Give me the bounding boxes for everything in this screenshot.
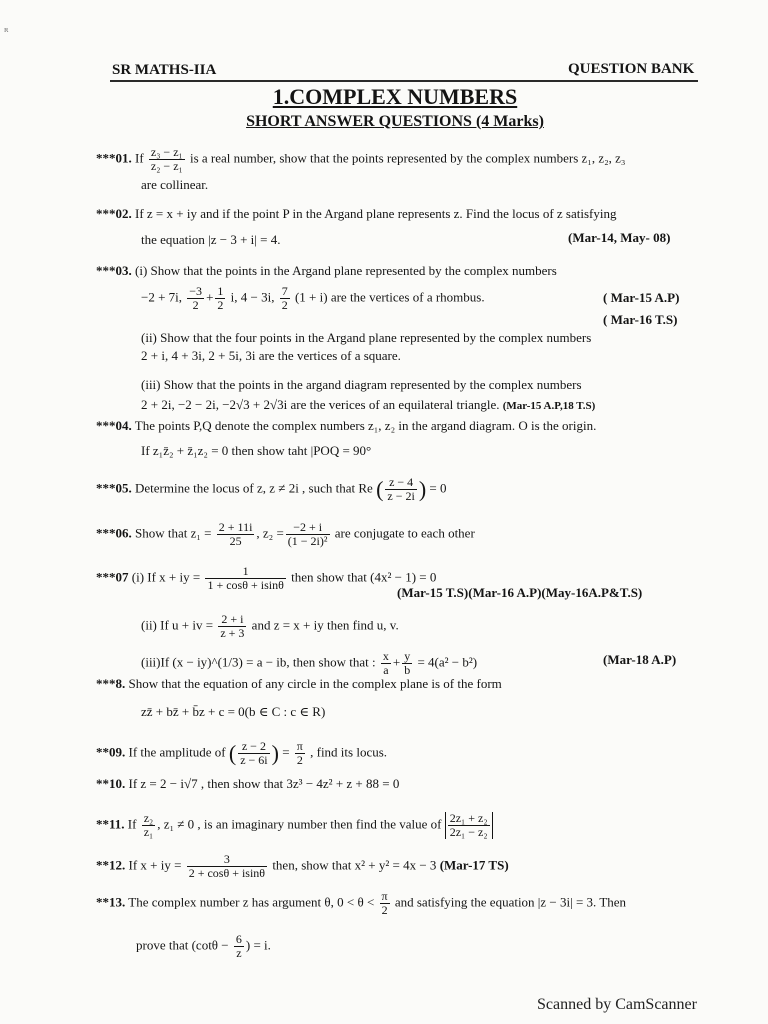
fraction [448,812,490,839]
question-text: (iii)If (x − iy)^(1/3) = a − ib, then show that : [141,654,376,670]
scanner-watermark: Scanned by CamScanner [537,996,697,1013]
question-text: then show that (4x² − 1) = 0 [291,569,437,585]
exam-reference-tag: (Mar-15 A.P,18 T.S) [502,400,596,412]
chapter-title: 1.COMPLEX NUMBERS [272,84,518,109]
question-03-part-ii: (ii) Show that the four points in the Argand plane represented by the complex numbers [141,330,592,345]
fraction-denominator: 1 + cosθ + isinθ [207,578,284,592]
question-number: ***01. [96,150,132,166]
fraction-numerator: y [404,649,411,663]
question-text: Determine the locus of z, z ≠ 2i , such that Re [135,480,373,496]
fraction-numerator: 6 [235,932,242,946]
fraction-numerator: z₃ − z₁ [150,145,183,159]
fraction-numerator: z − 4 [385,476,416,490]
fraction [217,521,255,548]
fraction-numerator: 7 [281,284,288,298]
fraction-denominator: z₁ [143,825,154,839]
fraction-denominator: 2 [217,298,224,312]
question-09 [96,740,387,767]
fraction [402,650,412,677]
question-11 [96,812,493,839]
question-text: prove that [136,937,189,953]
question-02 [96,206,616,222]
question-text: (i) If x + iy = [131,569,201,585]
fraction-numerator: 2 + 11i [218,520,253,534]
question-10 [96,776,399,792]
fraction [385,476,416,503]
section-subtitle: SHORT ANSWER QUESTIONS (4 Marks) [246,113,544,130]
exam-reference-tag: (Mar-18 A.P) [603,652,677,667]
fraction [234,933,244,960]
question-number: **13. [96,894,126,910]
question-text: The points P,Q denote the complex numbers z₁, z₂ in the argand diagram. O is the origin. [134,418,597,433]
question-07 [96,565,436,592]
fraction [187,853,267,880]
question-07-part-iii [141,650,477,677]
math-expression: i, 4 − 3i, [230,289,275,305]
question-number: **11. [96,816,125,832]
question-text: are conjugate to each other [334,525,475,541]
document-type-header: QUESTION BANK [568,61,695,77]
question-03-part-iii-points [141,397,595,413]
question-number: ***03. [96,263,132,278]
fraction-denominator: 25 [229,534,242,548]
question-12 [96,853,509,880]
question-number: **10. [96,776,126,791]
exam-reference-tag: (Mar-15 T.S)(Mar-16 A.P)(May-16A.P&T.S) [397,585,643,600]
subject-header: SR MATHS-IIA [112,62,217,78]
question-text: If the amplitude of [128,744,226,760]
question-text: (1 + i) are the vertices of a rhombus. [294,289,485,305]
question-06 [96,521,475,548]
math-operator: + [206,289,214,305]
fraction-numerator: 1 [217,284,224,298]
question-03-part-iii: (iii) Show that the points in the argand diagram represented by the complex numbers [141,377,582,392]
fraction-denominator: b [404,663,411,677]
question-08 [96,676,502,692]
fraction [286,521,330,548]
question-number: **09. [96,744,126,760]
exam-reference-tag: ( Mar-16 T.S) [603,312,678,327]
fraction [149,146,185,173]
right-paren: ) [418,476,427,502]
question-text: If z = 2 − i√7 , then show that 3z³ − 4z² + z + 88 = 0 [128,776,400,791]
question-number: ***06. [96,525,132,541]
fraction-numerator: 2z₁ + z₂ [449,811,488,825]
question-number: ***07 [96,569,129,585]
question-text: , find its locus. [310,744,388,760]
math-operator: + [392,654,401,670]
question-text: and satisfying the equation |z − 3i| = 3. Then [394,894,627,910]
fraction-denominator: 2 [381,903,388,917]
fraction-numerator: x [382,649,389,663]
fraction-denominator: z + 3 [220,626,245,640]
question-text: Show that the equation of any circle in the complex plane is of the form [128,676,502,691]
fraction [238,740,269,767]
fraction-denominator: z₂ − z₁ [150,159,183,173]
question-text: then, show that x² + y² = 4x − 3 [272,857,437,873]
question-text: Show that z₁ = [135,525,212,541]
question-text: (i) Show that the points in the Argand plane represented by the complex numbers [135,263,557,278]
question-text: If x + iy = [128,857,182,873]
math-expression: (cotθ − [191,937,229,953]
fraction-numerator: z − 2 [238,740,269,754]
question-text: If [127,816,137,832]
question-03-vertices-line [141,285,485,312]
math-expression: = 0 [429,480,447,496]
question-text: is a real number, show that the points represented by the complex numbers z₁, z₂, z₃ [189,150,626,166]
header-rule [110,80,698,82]
fraction-denominator: (1 − 2i)² [287,534,328,548]
question-text: (ii) If u + iv = [141,617,214,633]
modulus-bars [445,812,493,839]
fraction-denominator: 2 [296,753,303,767]
fraction [218,613,246,640]
fraction-numerator: 1 [205,565,285,579]
math-operator: = [282,744,290,760]
question-text: 2 + 2i, −2 − 2i, −2√3 + 2√3i are the verices of an equilateral triangle. [141,397,500,412]
fraction-denominator: z [236,946,242,960]
question-04-continuation: If z₁z̄₂ + z̄₁z₂ = 0 then show taht |POQ = 90° [141,443,372,458]
math-expression: , z₂ = [256,525,284,541]
fraction [280,285,290,312]
question-number: ***04. [96,418,132,433]
fraction-numerator: π [296,739,303,753]
fraction-denominator: a [383,663,389,677]
fraction [205,565,285,592]
question-text: and z = x + iy then find u, v. [251,617,399,633]
exam-reference-tag: (Mar-14, May- 08) [568,230,671,245]
math-expression: ) = i. [245,937,271,953]
question-text: If z = x + iy and if the point P in the Argand plane represents z. Find the locus of z satisfying [135,206,617,221]
exam-reference-tag: (Mar-17 TS) [439,857,509,873]
question-text: , z₁ ≠ 0 , is an imaginary number then find the value of [157,816,442,832]
exam-reference-tag: ( Mar-15 A.P) [603,290,680,305]
math-expression: = 4(a² − b²) [417,654,478,670]
fraction [381,650,391,677]
fraction-denominator: 2 [192,298,199,312]
fraction-denominator: z − 6i [240,753,268,767]
question-number: ***02. [96,206,132,221]
fraction-numerator: π [381,889,388,903]
question-08-equation: zz̄ + bz̄ + b̄z + c = 0(b ∈ C : c ∈ R) [141,704,326,719]
scan-artifact-mark: ᴿ [4,26,9,38]
question-13-continuation [136,933,271,960]
fraction [215,285,225,312]
question-05 [96,476,447,503]
fraction-numerator: −3 [189,284,203,298]
fraction-numerator: z₂ [143,811,154,825]
fraction-numerator: −2 + i [286,521,330,535]
right-paren: ) [271,740,279,766]
fraction-numerator: 3 [187,853,267,867]
question-13 [96,890,626,917]
question-number: ***8. [96,676,126,691]
left-paren: ( [228,740,237,766]
question-07-part-ii [141,613,399,640]
fraction [142,812,156,839]
left-paren: ( [376,476,384,502]
question-text: The complex number z has argument θ, 0 < θ < [128,894,375,910]
question-text: If [135,150,144,166]
question-01 [96,146,625,173]
question-02-continuation: the equation |z − 3 + i| = 4. [141,232,281,247]
question-01-continuation: are collinear. [141,177,209,192]
math-expression: −2 + 7i, [141,289,183,305]
fraction-denominator: z − 2i [387,489,415,503]
question-04 [96,418,596,434]
fraction [187,285,204,312]
question-number: **12. [96,857,126,873]
question-03 [96,263,557,279]
fraction-denominator: 2 + cosθ + isinθ [188,866,266,880]
fraction-denominator: 2 [281,298,288,312]
question-03-part-ii-points: 2 + i, 4 + 3i, 2 + 5i, 3i are the vertices of a square. [141,348,401,363]
fraction-denominator: 2z₁ − z₂ [449,825,488,839]
fraction-numerator: 2 + i [218,613,246,627]
fraction [295,740,305,767]
fraction [380,890,390,917]
question-number: ***05. [96,480,132,496]
